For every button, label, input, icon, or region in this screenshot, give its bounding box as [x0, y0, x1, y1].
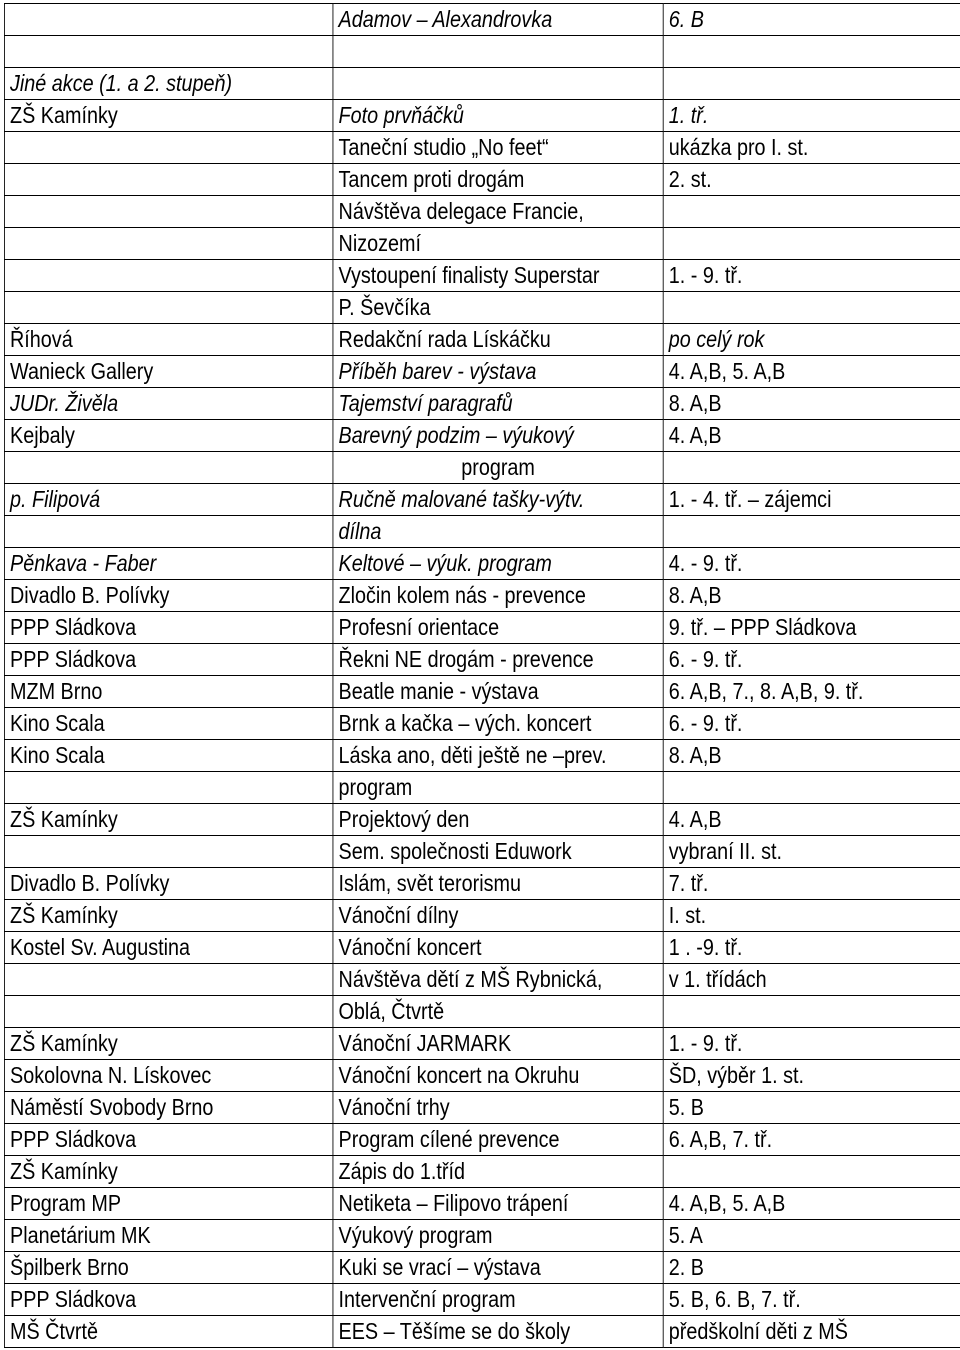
participants-cell: předškolní děti z MŠ [663, 1316, 960, 1348]
organizer-cell: PPP Sládkova [4, 1124, 333, 1156]
event-cell: Vánoční trhy [333, 1092, 663, 1124]
event-cell: Zločin kolem nás - prevence [333, 580, 663, 612]
organizer-cell [4, 260, 333, 292]
organizer-cell [4, 516, 333, 548]
participants-cell: 8. A,B [663, 740, 960, 772]
organizer-cell: ZŠ Kamínky [4, 804, 333, 836]
organizer-cell: MŠ Čtvrtě [4, 1316, 333, 1348]
table-row [4, 548, 960, 580]
table-row [4, 708, 960, 740]
participants-cell: 1. - 9. tř. [663, 1028, 960, 1060]
participants-cell: 2. st. [663, 164, 960, 196]
event-cell: Vystoupení finalisty Superstar [333, 260, 663, 292]
table-row [4, 516, 960, 548]
event-cell: Program cílené prevence [333, 1124, 663, 1156]
table-row [4, 260, 960, 292]
event-cell: Nizozemí [333, 228, 663, 260]
participants-cell: 4. - 9. tř. [663, 548, 960, 580]
event-cell: Projektový den [333, 804, 663, 836]
organizer-cell [4, 228, 333, 260]
table-row [4, 164, 960, 196]
organizer-cell: Program MP [4, 1188, 333, 1220]
event-cell: Beatle manie - výstava [333, 676, 663, 708]
participants-cell [663, 68, 960, 100]
table-row [4, 1124, 960, 1156]
organizer-cell: Planetárium MK [4, 1220, 333, 1252]
organizer-cell: Špilberk Brno [4, 1252, 333, 1284]
table-row [4, 292, 960, 324]
organizer-cell: Kejbaly [4, 420, 333, 452]
participants-cell: 6. - 9. tř. [663, 644, 960, 676]
event-cell: Láska ano, děti ještě ne –prev. [333, 740, 663, 772]
participants-cell: ukázka pro I. st. [663, 132, 960, 164]
participants-cell [663, 452, 960, 484]
table-row [4, 612, 960, 644]
event-cell: Islám, svět terorismu [333, 868, 663, 900]
table-row [4, 676, 960, 708]
table-row [4, 36, 960, 68]
event-cell: Foto prvňáčků [333, 100, 663, 132]
table-row [4, 484, 960, 516]
organizer-cell [4, 292, 333, 324]
organizer-cell [4, 772, 333, 804]
table-row [4, 772, 960, 804]
participants-cell [663, 36, 960, 68]
table-row [4, 324, 960, 356]
organizer-cell: Pěnkava - Faber [4, 548, 333, 580]
participants-cell [663, 772, 960, 804]
participants-cell: 9. tř. – PPP Sládkova [663, 612, 960, 644]
table-row [4, 1028, 960, 1060]
participants-cell: 6. B [663, 4, 960, 36]
organizer-cell [4, 36, 333, 68]
participants-cell [663, 196, 960, 228]
organizer-cell [4, 164, 333, 196]
events-table [4, 3, 960, 1348]
organizer-cell [4, 132, 333, 164]
organizer-cell: Kostel Sv. Augustina [4, 932, 333, 964]
participants-cell: 8. A,B [663, 388, 960, 420]
table-row [4, 740, 960, 772]
table-row [4, 1092, 960, 1124]
table-row [4, 132, 960, 164]
event-cell: Sem. společnosti Eduwork [333, 836, 663, 868]
table-row [4, 580, 960, 612]
event-cell: Intervenční program [333, 1284, 663, 1316]
table-row [4, 804, 960, 836]
participants-cell [663, 996, 960, 1028]
event-cell: Řekni NE drogám - prevence [333, 644, 663, 676]
table-row [4, 996, 960, 1028]
participants-cell: 8. A,B [663, 580, 960, 612]
event-cell: dílna [333, 516, 663, 548]
table-row [4, 932, 960, 964]
participants-cell: 5. B [663, 1092, 960, 1124]
participants-cell: 7. tř. [663, 868, 960, 900]
event-cell: Vánoční koncert [333, 932, 663, 964]
event-cell: Ručně malované tašky-výtv. [333, 484, 663, 516]
organizer-cell [4, 964, 333, 996]
table-row [4, 356, 960, 388]
event-cell: Návštěva delegace Francie, [333, 196, 663, 228]
participants-cell: 4. A,B [663, 804, 960, 836]
event-cell: Vánoční JARMARK [333, 1028, 663, 1060]
event-cell: EES – Těšíme se do školy [333, 1316, 663, 1348]
organizer-cell [4, 836, 333, 868]
organizer-cell: Divadlo B. Polívky [4, 868, 333, 900]
participants-cell: 4. A,B [663, 420, 960, 452]
organizer-cell: p. Filipová [4, 484, 333, 516]
event-cell: Brnk a kačka – vých. koncert [333, 708, 663, 740]
organizer-cell: Divadlo B. Polívky [4, 580, 333, 612]
participants-cell: 4. A,B, 5. A,B [663, 1188, 960, 1220]
organizer-cell: MZM Brno [4, 676, 333, 708]
event-cell: Tancem proti drogám [333, 164, 663, 196]
table-row [4, 100, 960, 132]
table-row [4, 644, 960, 676]
event-cell: P. Ševčíka [333, 292, 663, 324]
organizer-cell: Wanieck Gallery [4, 356, 333, 388]
event-cell: Výukový program [333, 1220, 663, 1252]
organizer-cell: Jiné akce (1. a 2. stupeň) [4, 68, 333, 100]
table-row [4, 388, 960, 420]
event-cell: Příběh barev - výstava [333, 356, 663, 388]
event-cell: Taneční studio „No feet“ [333, 132, 663, 164]
participants-cell [663, 228, 960, 260]
organizer-cell: ZŠ Kamínky [4, 1156, 333, 1188]
organizer-cell [4, 452, 333, 484]
participants-cell: 6. - 9. tř. [663, 708, 960, 740]
table-row [4, 1188, 960, 1220]
participants-cell: I. st. [663, 900, 960, 932]
organizer-cell: Sokolovna N. Lískovec [4, 1060, 333, 1092]
participants-cell: 1 . -9. tř. [663, 932, 960, 964]
event-cell: program [333, 452, 663, 484]
table-row [4, 420, 960, 452]
organizer-cell: ZŠ Kamínky [4, 100, 333, 132]
event-cell: Keltové – výuk. program [333, 548, 663, 580]
organizer-cell: PPP Sládkova [4, 644, 333, 676]
table-row [4, 68, 960, 100]
organizer-cell [4, 4, 333, 36]
participants-cell: 5. B, 6. B, 7. tř. [663, 1284, 960, 1316]
participants-cell: 1. - 9. tř. [663, 260, 960, 292]
event-cell: Oblá, Čtvrtě [333, 996, 663, 1028]
organizer-cell: ZŠ Kamínky [4, 1028, 333, 1060]
table-row [4, 1220, 960, 1252]
table-row [4, 452, 960, 484]
participants-cell: 4. A,B, 5. A,B [663, 356, 960, 388]
organizer-cell: PPP Sládkova [4, 612, 333, 644]
document-page [4, 3, 956, 1347]
event-cell: program [333, 772, 663, 804]
organizer-cell: Náměstí Svobody Brno [4, 1092, 333, 1124]
event-cell: Kuki se vrací – výstava [333, 1252, 663, 1284]
participants-cell: 1. - 4. tř. – zájemci [663, 484, 960, 516]
organizer-cell [4, 996, 333, 1028]
event-cell: Profesní orientace [333, 612, 663, 644]
participants-cell [663, 1156, 960, 1188]
event-cell: Netiketa – Filipovo trápení [333, 1188, 663, 1220]
participants-cell: 6. A,B, 7., 8. A,B, 9. tř. [663, 676, 960, 708]
participants-cell [663, 292, 960, 324]
participants-cell: 5. A [663, 1220, 960, 1252]
table-row [4, 228, 960, 260]
participants-cell: v 1. třídách [663, 964, 960, 996]
event-cell: Redakční rada Lískáčku [333, 324, 663, 356]
event-cell: Tajemství paragrafů [333, 388, 663, 420]
table-row [4, 1316, 960, 1348]
event-cell: Vánoční koncert na Okruhu [333, 1060, 663, 1092]
organizer-cell: JUDr. Živěla [4, 388, 333, 420]
organizer-cell: Kino Scala [4, 740, 333, 772]
participants-cell [663, 516, 960, 548]
event-cell [333, 68, 663, 100]
table-row [4, 1252, 960, 1284]
event-cell [333, 36, 663, 68]
participants-cell: ŠD, výběr 1. st. [663, 1060, 960, 1092]
table-row [4, 1156, 960, 1188]
organizer-cell: Kino Scala [4, 708, 333, 740]
table-row [4, 1060, 960, 1092]
table-row [4, 836, 960, 868]
participants-cell: 1. tř. [663, 100, 960, 132]
events-table-body [4, 4, 960, 1348]
organizer-cell: PPP Sládkova [4, 1284, 333, 1316]
event-cell: Barevný podzim – výukový [333, 420, 663, 452]
participants-cell: 2. B [663, 1252, 960, 1284]
table-row [4, 964, 960, 996]
event-cell: Vánoční dílny [333, 900, 663, 932]
participants-cell: po celý rok [663, 324, 960, 356]
participants-cell: 6. A,B, 7. tř. [663, 1124, 960, 1156]
organizer-cell: Říhová [4, 324, 333, 356]
event-cell: Adamov – Alexandrovka [333, 4, 663, 36]
table-row [4, 1284, 960, 1316]
table-row [4, 196, 960, 228]
table-row [4, 900, 960, 932]
event-cell: Zápis do 1.tříd [333, 1156, 663, 1188]
organizer-cell: ZŠ Kamínky [4, 900, 333, 932]
event-cell: Návštěva dětí z MŠ Rybnická, [333, 964, 663, 996]
organizer-cell [4, 196, 333, 228]
table-row [4, 4, 960, 36]
table-row [4, 868, 960, 900]
participants-cell: vybraní II. st. [663, 836, 960, 868]
